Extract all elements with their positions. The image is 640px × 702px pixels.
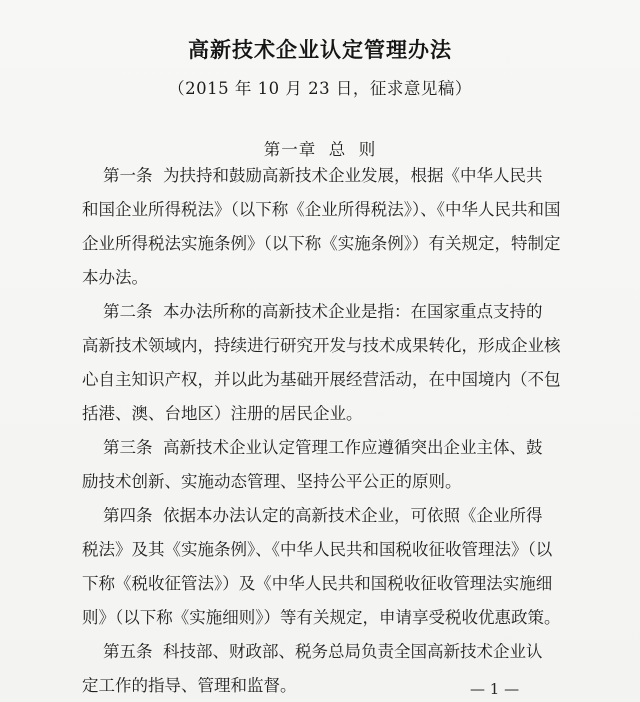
text-line: 心自主知识产权，并以此为基础开展经营活动，在中国境内（不包 (82, 370, 561, 389)
text-line: 第五条 科技部、财政部、税务总局负责全国高新技术企业认 (82, 642, 543, 661)
text-line: 第三条 高新技术企业认定管理工作应遵循突出企业主体、鼓 (82, 438, 543, 457)
text-line: 第二条 本办法所称的高新技术企业是指：在国家重点支持的 (82, 302, 543, 321)
text-line: 则》（以下称《实施细则》）等有关规定，申请享受税收优惠政策。 (82, 608, 561, 627)
text-line: 第一条 为扶持和鼓励高新技术企业发展，根据《中华人民共 (82, 166, 543, 185)
text-line: 定工作的指导、管理和监督。 (82, 676, 297, 695)
text-line: 和国企业所得税法》（以下称《企业所得税法》）、《中华人民共和国 (82, 200, 561, 219)
text-line: 企业所得税法实施条例》（以下称《实施条例》）有关规定，特制定 (82, 234, 561, 253)
text-line: 税法》及其《实施条例》、《中华人民共和国税收征收管理法》（以 (82, 540, 553, 559)
text-line: 括港、澳、台地区）注册的居民企业。 (82, 404, 363, 423)
document-title: 高新技术企业认定管理办法 (188, 37, 452, 62)
text-line: 高新技术领域内，持续进行研究开发与技术成果转化，形成企业核 (82, 336, 561, 355)
chapter-heading: 第一章 总 则 (263, 140, 377, 159)
text-line: 本办法。 (82, 268, 148, 287)
document-subtitle: （2015 年 10 月 23 日，征求意见稿） (168, 79, 472, 98)
text-line: 励技术创新、实施动态管理、坚持公平公正的原则。 (82, 472, 462, 491)
text-line: 第四条 依据本办法认定的高新技术企业，可依照《企业所得 (82, 506, 543, 525)
page-number: — 1 — (470, 680, 520, 698)
text-line: 下称《税收征管法》）及《中华人民共和国税收征收管理法实施细 (82, 574, 553, 593)
